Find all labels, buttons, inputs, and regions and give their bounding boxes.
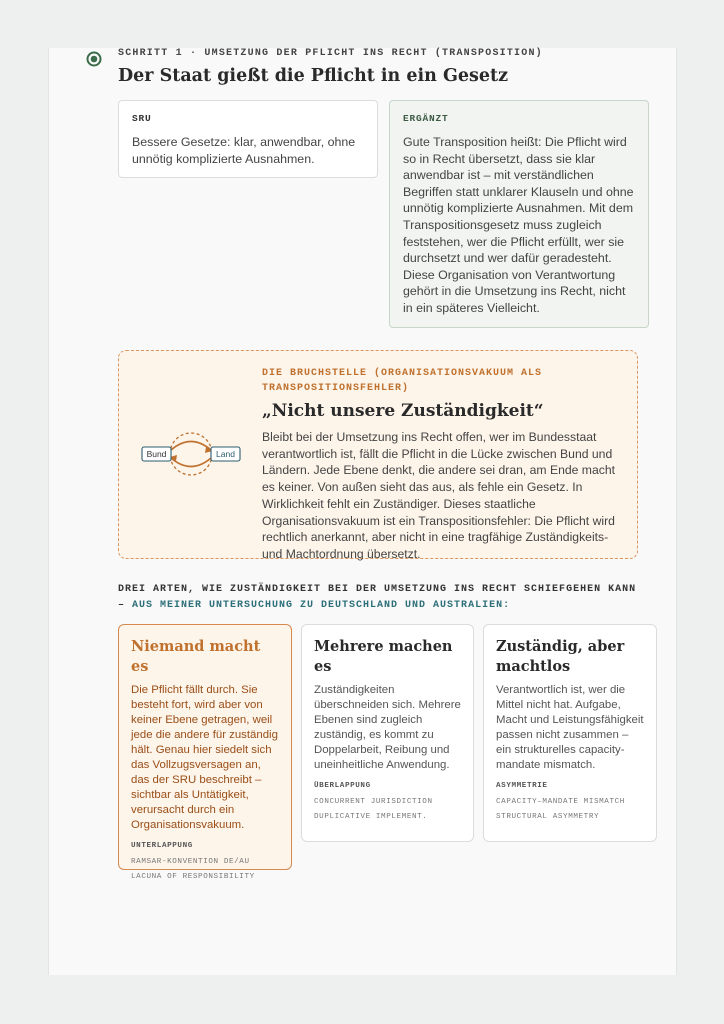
type-card-machtlos xyxy=(483,624,657,842)
types-heading-accent: AUS MEINER UNTERSUCHUNG ZU DEUTSCHLAND UND AUSTRALIEN: xyxy=(132,599,511,611)
type-card-text: Die Pflicht fällt durch. Sie besteht fort, wird aber von keiner Ebene getragen, weil jede die andere für zuständig hält. Genau hier siedelt sich das Vollzugsversagen an, das der SRU beschreibt – sichtbar als Untätigkeit, verursacht durch ein Organisationsvakuum. xyxy=(131,684,278,831)
type-card-tag: DUPLICATIVE IMPLEMENT. xyxy=(314,813,428,821)
type-card-title: Mehrere machen es xyxy=(314,638,453,675)
type-card-mehrere xyxy=(301,624,474,842)
bund-land-gap-diagram xyxy=(141,427,241,477)
type-card-title: Zuständig, aber machtlos xyxy=(496,638,625,675)
type-card-tag: ÜBERLAPPUNG xyxy=(314,782,371,790)
ergaenzt-card xyxy=(389,100,649,328)
type-card-text: Zuständigkeiten überschneiden sich. Mehrere Ebenen sind zugleich zuständig, es kommt zu Doppelarbeit, Reibung und uneinheitliche Anwendung. xyxy=(314,684,461,771)
types-heading xyxy=(118,582,638,613)
step-marker-icon xyxy=(86,51,102,67)
step-title: Der Staat gießt die Pflicht in ein Gesetz xyxy=(118,66,509,86)
step-kicker: SCHRITT 1 · UMSETZUNG DER PFLICHT INS RECHT (TRANSPOSITION) xyxy=(118,48,543,59)
bruchstelle-kicker: DIE BRUCHSTELLE (ORGANISATIONSVAKUUM ALS TRANSPOSITIONSFEHLER) xyxy=(262,368,543,394)
bruchstelle-text: Bleibt bei der Umsetzung ins Recht offen, wer im Bundesstaat verantwortlich ist, fällt die Pflicht in die Lücke zwischen Bund und Ländern. Jede Ebene denkt, die andere sei dran, am Ende macht es keiner. Von außen sieht das aus, als fehle ein Gesetz. In Wirklichkeit fehlt ein Zuständiger. Dieses staatliche Organisationsvakuum ist ein Transpositionsfehler: Die Pflicht wird rechtlich anerkannt, aber nicht in eine tragfähige Zuständigkeits- und Machtordnung übersetzt. xyxy=(262,430,615,561)
type-card-tag: STRUCTURAL ASYMMETRY xyxy=(496,813,600,821)
type-card-tag: ASYMMETRIE xyxy=(496,782,548,790)
sru-card-text: Bessere Gesetze: klar, anwendbar, ohne unnötig komplizierte Ausnahmen. xyxy=(132,135,356,166)
ergaenzt-card-label: ERGÄNZT xyxy=(403,113,449,124)
sru-card xyxy=(118,100,378,178)
types-heading-main: DREI ARTEN, WIE ZUSTÄNDIGKEIT BEI DER UMSETZUNG INS RECHT SCHIEFGEHEN KANN – xyxy=(118,584,637,611)
ergaenzt-card-text: Gute Transposition heißt: Die Pflicht wird so in Recht übersetzt, dass sie klar anwendbar ist – mit verständlichen Begriffen statt unklarer Klauseln und ohne unnötig komplizierte Ausnahmen. Mit dem Transpositionsgesetz muss zugleich feststehen, wer die Pflicht erfüllt, wer sie durchsetzt und wer dafür geradesteht. Diese Organisation von Verantwortung gehört in die Umsetzung ins Recht, nicht in ein späteres Vielleicht. xyxy=(403,135,634,315)
type-card-tag: LACUNA OF RESPONSIBILITY xyxy=(131,873,255,881)
diagram-land-label: Land xyxy=(216,449,235,459)
type-card-text: Verantwortlich ist, wer die Mittel nicht hat. Aufgabe, Macht und Leistungsfähigkeit passen nicht zusammen – ein strukturelles capacity-mandate mismatch. xyxy=(496,684,644,771)
type-card-tag: UNTERLAPPUNG xyxy=(131,842,193,850)
type-card-title: Niemand macht es xyxy=(131,638,261,675)
bruchstelle-title: „Nicht unsere Zuständigkeit“ xyxy=(262,401,544,421)
sru-card-label: SRU xyxy=(132,113,152,124)
type-card-niemand xyxy=(118,624,292,881)
type-card-tag: RAMSAR-KONVENTION DE/AU xyxy=(131,857,250,866)
type-card-tag: CAPACITY–MANDATE MISMATCH xyxy=(496,797,625,806)
type-card-tag: CONCURRENT JURISDICTION xyxy=(314,797,433,806)
diagram-bund-label: Bund xyxy=(146,449,167,459)
bruchstelle-box xyxy=(118,350,638,559)
